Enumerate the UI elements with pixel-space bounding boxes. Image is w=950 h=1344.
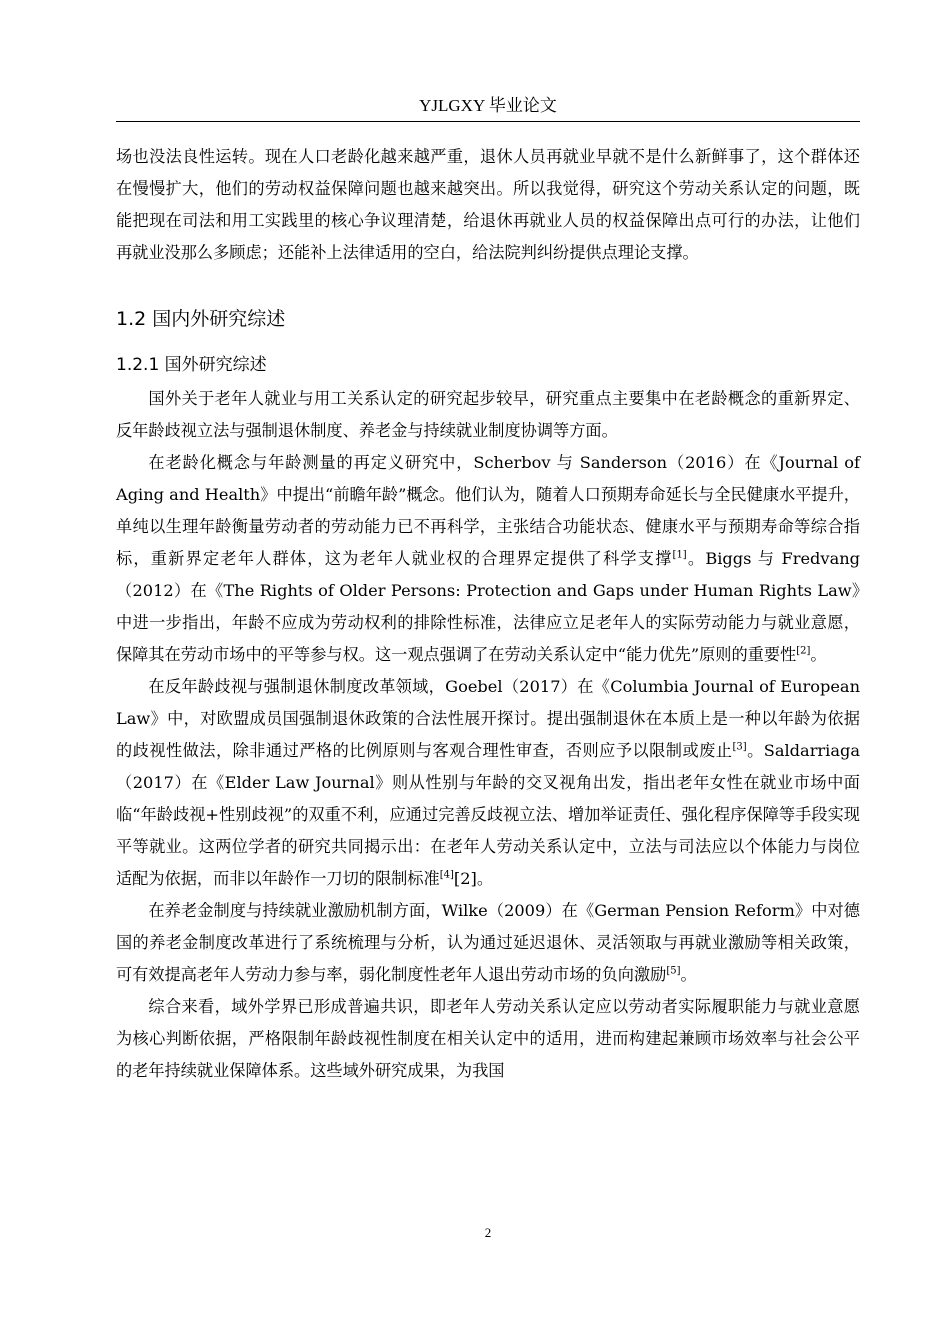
paragraph-aging-concept: [116, 447, 860, 671]
running-header: YJLGXY 毕业论文: [419, 96, 557, 115]
citation-ref-4: [4]: [439, 869, 454, 881]
header-rule: [116, 121, 860, 122]
paragraph-text: 。: [810, 645, 827, 664]
paragraph-age-discrimination: [116, 671, 860, 895]
paragraph-text: 。Biggs 与 Fredvang（2012）在《The Rights of Older Persons: Protection and Gaps under Human Rights Law》中进一步指出，年龄不应成为劳动权利的排除性标准，法律应立足老年人的实际劳动能力与就业意愿，保障其在劳动市场中的平等参与权。这一观点强调了在劳动关系认定中“能力优先”原则的重要性: [116, 549, 861, 664]
paragraph-text: [2]。: [453, 869, 494, 888]
paragraph-text: 。: [680, 965, 697, 984]
subsection-heading-1-2-1: 1.2.1 国外研究综述: [116, 355, 267, 375]
paragraph-text: 在养老金制度与持续就业激励机制方面，Wilke（2009）在《German Pension Reform》中对德国的养老金制度改革进行了系统梳理与分析，认为通过延迟退休、灵活领取与再就业激励等相关政策，可有效提高老年人劳动力参与率，弱化制度性老年人退出劳动市场的负向激励: [116, 901, 860, 984]
citation-ref-3: [3]: [732, 741, 747, 753]
document-body: [116, 141, 860, 1087]
paragraph-intro: 国外关于老年人就业与用工关系认定的研究起步较早，研究重点主要集中在老龄概念的重新界定、反年龄歧视立法与强制退休制度、养老金与持续就业制度协调等方面。: [116, 389, 860, 440]
paragraph-summary: 综合来看，域外学界已形成普遍共识，即老年人劳动关系认定应以劳动者实际履职能力与就业意愿为核心判断依据，严格限制年龄歧视性制度在相关认定中的适用，进而构建起兼顾市场效率与社会公平的老年持续就业保障体系。这些域外研究成果，为我国: [116, 997, 860, 1080]
paragraph-pension: [116, 895, 860, 991]
paragraph-continued: 场也没法良性运转。现在人口老龄化越来越严重，退休人员再就业早就不是什么新鲜事了，这个群体还在慢慢扩大，他们的劳动权益保障问题也越来越突出。所以我觉得，研究这个劳动关系认定的问题，既能把现在司法和用工实践里的核心争议理清楚，给退休再就业人员的权益保障出点可行的办法，让他们再就业没那么多顾虑；还能补上法律适用的空白，给法院判纠纷提供点理论支撑。: [116, 147, 860, 262]
paragraph-text: 。Saldarriaga（2017）在《Elder Law Journal》则从性别与年龄的交叉视角出发，指出老年女性在就业市场中面临“年龄歧视+性别歧视”的双重不利，应通过完善反歧视立法、增加举证责任、强化程序保障等手段实现平等就业。这两位学者的研究共同揭示出：在老年人劳动关系认定中，立法与司法应以个体能力与岗位适配为依据，而非以年龄作一刀切的限制标准: [116, 741, 861, 888]
page-number: 2: [484, 1225, 492, 1240]
citation-ref-5: [5]: [666, 965, 681, 977]
citation-ref-1: [1]: [672, 549, 687, 561]
paragraph-text: 在老龄化概念与年龄测量的再定义研究中，Scherbov 与 Sanderson（2016）在《Journal of Aging and Health》中提出“前瞻年龄”概念。他们认为，随着人口预期寿命延长与全民健康水平提升，单纯以生理年龄衡量劳动者的劳动能力已不再科学，主张结合功能状态、健康水平与预期寿命等综合指标，重新界定老年人群体，这为老年人就业权的合理界定提供了科学支撑: [116, 453, 860, 568]
section-heading-1-2: 1.2 国内外研究综述: [116, 308, 286, 330]
paragraph-text: 在反年龄歧视与强制退休制度改革领域，Goebel（2017）在《Columbia Journal of European Law》中，对欧盟成员国强制退休政策的合法性展开探讨。提出强制退休在本质上是一种以年龄为依据的歧视性做法，除非通过严格的比例原则与客观合理性审查，否则应予以限制或废止: [116, 677, 860, 760]
citation-ref-2: [2]: [796, 645, 811, 657]
